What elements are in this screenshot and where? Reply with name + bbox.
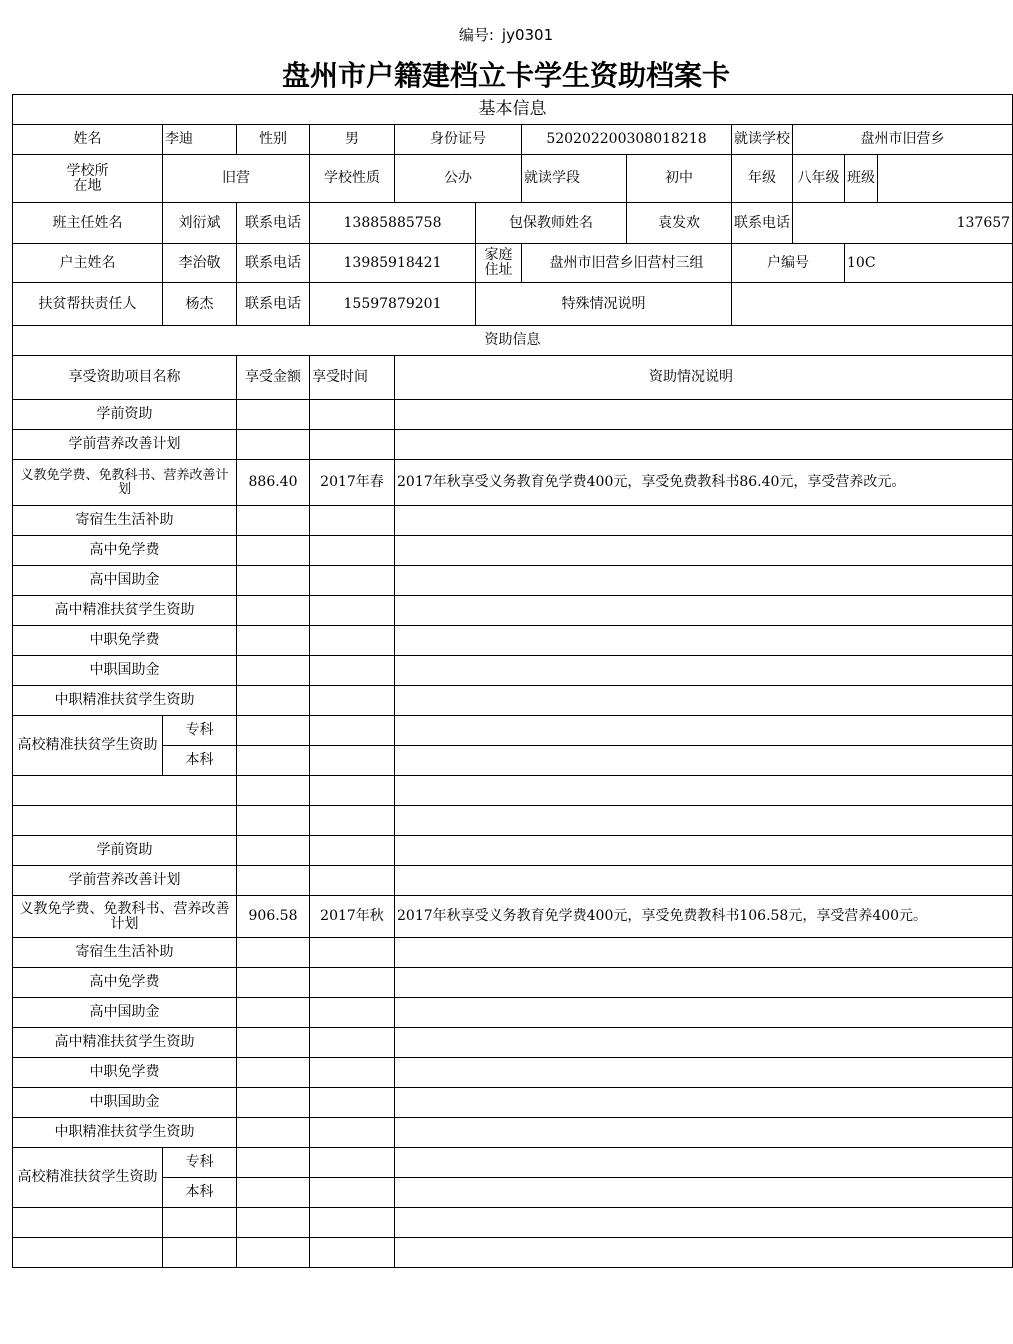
item-name: 寄宿生生活补助: [13, 938, 237, 968]
item-amount: [237, 866, 310, 896]
table-row: [13, 806, 1013, 836]
table-row: [13, 746, 1013, 776]
guarantee-teacher-phone: 137657: [793, 203, 1013, 244]
address-value: 盘州市旧营乡旧营村三组: [522, 244, 732, 283]
householder-value: 李治敬: [163, 244, 237, 283]
item-desc: [395, 866, 1013, 896]
item-time: [310, 626, 395, 656]
blank-cell: [395, 1208, 1013, 1238]
item-time: [310, 536, 395, 566]
item-amount: [237, 596, 310, 626]
item-desc: [395, 1058, 1013, 1088]
school-location-label: 学校所在地: [13, 155, 163, 203]
item-time: [310, 506, 395, 536]
item-amount: [237, 686, 310, 716]
item-time: [310, 836, 395, 866]
higher-ed-label: 高校精准扶贫学生资助: [13, 716, 163, 776]
blank-cell: [310, 776, 395, 806]
guarantee-teacher-label: 包保教师姓名: [476, 203, 627, 244]
item-desc: [395, 938, 1013, 968]
item-amount: [237, 746, 310, 776]
table-row: [13, 896, 1013, 938]
stage-label: 就读学段: [522, 155, 627, 203]
table-row: [13, 1028, 1013, 1058]
col-amount-header: 享受金额: [237, 356, 310, 400]
item-desc: [395, 998, 1013, 1028]
serial-value: jy0301: [501, 26, 554, 44]
item-desc: [395, 596, 1013, 626]
aid-person-label: 扶贫帮扶责任人: [13, 283, 163, 326]
item-desc: [395, 626, 1013, 656]
special-note-label: 特殊情况说明: [476, 283, 732, 326]
item-name: 寄宿生生活补助: [13, 506, 237, 536]
householder-contact-label: 联系电话: [237, 244, 310, 283]
blank-cell: [310, 1208, 395, 1238]
item-name: 中职国助金: [13, 1088, 237, 1118]
serial-number: [0, 24, 1012, 45]
householder-phone: 13985918421: [310, 244, 476, 283]
item-amount: [237, 836, 310, 866]
table-row: [13, 776, 1013, 806]
item-desc: [395, 1148, 1013, 1178]
table-row: [13, 1118, 1013, 1148]
undergraduate-label: 本科: [163, 746, 237, 776]
undergraduate-label: 本科: [163, 1178, 237, 1208]
head-teacher-value: 刘衍斌: [163, 203, 237, 244]
special-note-value: [732, 283, 1013, 326]
item-desc: 2017年秋享受义务教育免学费400元，享受免费教科书86.40元，享受营养改元。: [395, 460, 1013, 506]
table-row: [13, 656, 1013, 686]
item-name: 中职免学费: [13, 1058, 237, 1088]
table-row: [13, 836, 1013, 866]
school-type-label: 学校性质: [310, 155, 395, 203]
item-amount: [237, 626, 310, 656]
item-time: [310, 656, 395, 686]
table-row: [13, 686, 1013, 716]
item-name: 高中免学费: [13, 536, 237, 566]
item-time: [310, 866, 395, 896]
item-time: [310, 1058, 395, 1088]
blank-cell: [395, 806, 1013, 836]
item-amount: [237, 998, 310, 1028]
head-teacher-label: 班主任姓名: [13, 203, 163, 244]
item-desc: [395, 656, 1013, 686]
item-time: [310, 1028, 395, 1058]
item-time: [310, 746, 395, 776]
item-time: [310, 1148, 395, 1178]
address-label: 家庭住址: [476, 244, 522, 283]
blank-cell: [237, 1208, 310, 1238]
item-time: [310, 1088, 395, 1118]
household-no-value: 10C: [845, 244, 1013, 283]
blank-cell: [237, 806, 310, 836]
item-time: [310, 400, 395, 430]
item-name: 中职精准扶贫学生资助: [13, 1118, 237, 1148]
table-row: [13, 1208, 1013, 1238]
item-amount: 906.58: [237, 896, 310, 938]
table-row: [13, 1088, 1013, 1118]
archive-card: [12, 94, 1011, 1266]
junior-college-label: 专科: [163, 716, 237, 746]
name-value: 李迪: [163, 125, 237, 155]
id-number-value: 520202200308018218: [522, 125, 732, 155]
item-desc: [395, 506, 1013, 536]
item-amount: [237, 938, 310, 968]
item-amount: [237, 1028, 310, 1058]
higher-ed-label: 高校精准扶贫学生资助: [13, 1148, 163, 1208]
blank-cell: [237, 776, 310, 806]
item-amount: [237, 1058, 310, 1088]
table-row: [13, 1148, 1013, 1178]
school-label: 就读学校: [732, 125, 793, 155]
item-name: 中职国助金: [13, 656, 237, 686]
table-row: [13, 998, 1013, 1028]
item-name: 高中精准扶贫学生资助: [13, 596, 237, 626]
class-value: [878, 155, 1013, 203]
blank-cell: [163, 1208, 237, 1238]
blank-cell: [13, 806, 237, 836]
archive-table: [12, 94, 1013, 1268]
table-row: [13, 968, 1013, 998]
household-no-label: 户编号: [732, 244, 845, 283]
item-amount: [237, 1118, 310, 1148]
item-desc: [395, 1088, 1013, 1118]
item-amount: [237, 430, 310, 460]
item-name: 高中精准扶贫学生资助: [13, 1028, 237, 1058]
item-name: 义教免学费、免教科书、营养改善计划: [13, 460, 237, 506]
table-row: [13, 506, 1013, 536]
aid-person-value: 杨杰: [163, 283, 237, 326]
school-value: 盘州市旧营乡: [793, 125, 1013, 155]
table-row: [13, 566, 1013, 596]
item-time: 2017年春: [310, 460, 395, 506]
item-desc: [395, 1178, 1013, 1208]
table-row: [13, 866, 1013, 896]
item-desc: [395, 968, 1013, 998]
item-time: [310, 430, 395, 460]
item-time: [310, 968, 395, 998]
col-time-header: 享受时间: [310, 356, 395, 400]
head-teacher-contact-label: 联系电话: [237, 203, 310, 244]
table-row: [13, 430, 1013, 460]
item-time: [310, 1178, 395, 1208]
guarantee-teacher-value: 袁发欢: [627, 203, 732, 244]
item-name: 高中国助金: [13, 998, 237, 1028]
item-amount: [237, 400, 310, 430]
id-number-label: 身份证号: [395, 125, 522, 155]
blank-cell: [13, 776, 237, 806]
item-amount: [237, 656, 310, 686]
item-desc: [395, 400, 1013, 430]
item-amount: 886.40: [237, 460, 310, 506]
table-row: [13, 938, 1013, 968]
item-name: 学前资助: [13, 400, 237, 430]
item-desc: [395, 430, 1013, 460]
grade-value: 八年级: [793, 155, 845, 203]
page-title: 盘州市户籍建档立卡学生资助档案卡: [281, 59, 730, 92]
item-time: 2017年秋: [310, 896, 395, 938]
item-name: 学前资助: [13, 836, 237, 866]
blank-cell: [395, 776, 1013, 806]
serial-label: 编号:: [458, 26, 494, 44]
blank-cell: [395, 1238, 1013, 1268]
gender-value: 男: [310, 125, 395, 155]
item-desc: [395, 536, 1013, 566]
item-amount: [237, 506, 310, 536]
item-name: 高中国助金: [13, 566, 237, 596]
item-amount: [237, 716, 310, 746]
item-desc: 2017年秋享受义务教育免学费400元，享受免费教科书106.58元，享受营养400元。: [395, 896, 1013, 938]
head-teacher-phone: 13885885758: [310, 203, 476, 244]
stage-value: 初中: [627, 155, 732, 203]
name-label: 姓名: [13, 125, 163, 155]
guarantee-teacher-contact-label: 联系电话: [732, 203, 793, 244]
item-amount: [237, 1148, 310, 1178]
item-time: [310, 716, 395, 746]
aid-person-phone: 15597879201: [310, 283, 476, 326]
table-row: [13, 626, 1013, 656]
item-amount: [237, 536, 310, 566]
item-desc: [395, 1028, 1013, 1058]
table-row: [13, 716, 1013, 746]
table-row: [13, 1058, 1013, 1088]
grade-label: 年级: [732, 155, 793, 203]
item-time: [310, 938, 395, 968]
junior-college-label: 专科: [163, 1148, 237, 1178]
item-time: [310, 566, 395, 596]
blank-cell: [237, 1238, 310, 1268]
item-time: [310, 1118, 395, 1148]
item-desc: [395, 746, 1013, 776]
item-name: 中职精准扶贫学生资助: [13, 686, 237, 716]
aid-person-contact-label: 联系电话: [237, 283, 310, 326]
item-time: [310, 596, 395, 626]
item-amount: [237, 1088, 310, 1118]
householder-label: 户主姓名: [13, 244, 163, 283]
item-amount: [237, 1178, 310, 1208]
item-time: [310, 686, 395, 716]
class-label: 班级: [845, 155, 878, 203]
blank-cell: [13, 1208, 163, 1238]
item-desc: [395, 716, 1013, 746]
item-desc: [395, 836, 1013, 866]
blank-cell: [163, 1238, 237, 1268]
item-desc: [395, 686, 1013, 716]
table-row: [13, 460, 1013, 506]
table-row: [13, 1238, 1013, 1268]
blank-cell: [13, 1238, 163, 1268]
item-desc: [395, 566, 1013, 596]
item-name: 义教免学费、免教科书、营养改善计划: [13, 896, 237, 938]
blank-cell: [310, 1238, 395, 1268]
item-name: 学前营养改善计划: [13, 866, 237, 896]
table-row: [13, 536, 1013, 566]
basic-info-section-title: 基本信息: [13, 95, 1013, 125]
col-item-header: 享受资助项目名称: [13, 356, 237, 400]
school-type-value: 公办: [395, 155, 522, 203]
blank-cell: [310, 806, 395, 836]
item-amount: [237, 566, 310, 596]
item-name: 高中免学费: [13, 968, 237, 998]
gender-label: 性别: [237, 125, 310, 155]
funding-info-section-title: 资助信息: [13, 326, 1013, 356]
item-time: [310, 998, 395, 1028]
table-row: [13, 1178, 1013, 1208]
table-row: [13, 596, 1013, 626]
col-desc-header: 资助情况说明: [395, 356, 1013, 400]
item-amount: [237, 968, 310, 998]
item-name: 中职免学费: [13, 626, 237, 656]
school-location-value: 旧营: [163, 155, 310, 203]
item-name: 学前营养改善计划: [13, 430, 237, 460]
item-desc: [395, 1118, 1013, 1148]
table-row: [13, 400, 1013, 430]
